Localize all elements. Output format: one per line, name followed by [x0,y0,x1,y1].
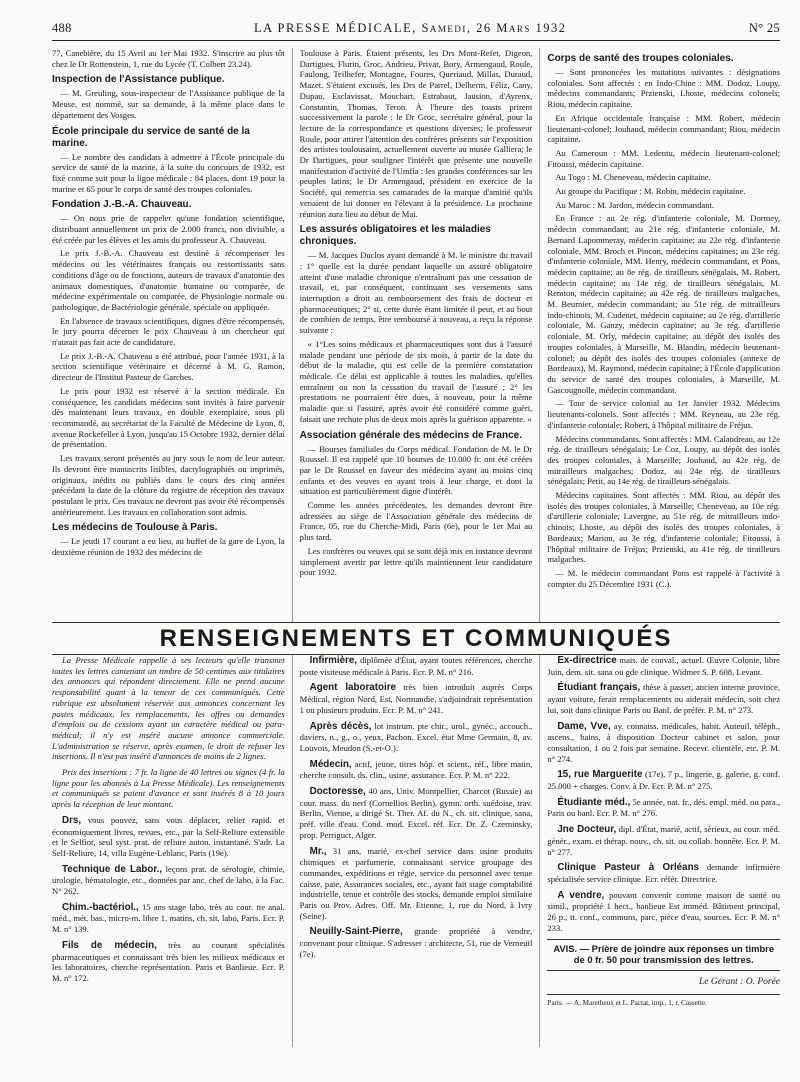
classified-ad [547,655,780,677]
article-paragraph: — M. Greuling, sous-inspecteur de l'Assistance publique de la Meuse, est nommé, sur sa demande, à la même place dans le département des Vosges. [52,88,285,120]
ad-text: lot instrum. pte chir., urol., gynéc., accouch., daviers, n., g., o., yeux, Pachon. Excel. état Mme Germain, 8, av. Louvois, Meudon (S.-et-O.). [299,720,533,753]
column-divider [539,48,540,622]
article-paragraph: Les confrères ou veuves qui se sont déjà mis en instance devront simplement avertir par lettre qu'ils maintiennent leur candidature pour 1932. [299,545,533,578]
ad-keyword: Après décès, [309,720,372,732]
article-paragraph: En Afrique occidentale française : MM. Robert, médecin lieutenant-colonel; Jouhaud, médecin commandant; Riou, médecin capitaine. [547,112,781,145]
classified-ad [300,846,533,922]
avis-notice: AVIS. — Prière de joindre aux réponses un timbre de 0 fr. 50 pour transmission des lettres. [547,939,780,970]
ad-keyword: A vendre, [557,889,605,901]
classified-ad [52,864,285,897]
ad-text: grande propriété à vendre, convenant pour clinique. S'adresser : architecte, 51, rue de Verneuil (7e). [299,926,533,959]
article-paragraph: Comme les années précédentes, les demandes devront être adressées au siège de l'Association générale des médecins de France, 05, rue du Cherche-Midi, Paris (6e), pour le 1er Mai au plus tard. [299,500,533,543]
column-divider [292,48,293,622]
ad-text: 40 ans, Univ. Montpellier, Charcot (Russie) au cour. mass. du nerf (Cornellios Berlin), gymn. orth. suédoise, trav. Berlin, Vienne, a dirigé St. Ther. Af. du N., ch. sit. clinique, sana, préf. ville d'eau. Cond. mod. Excel. réf. Ecr. Dr. Z. Czerninsky, prop. Perriguct, Alger. [299,786,533,840]
classifieds-notice: Prix des insertions : 7 fr. la ligne de 40 lettres ou signes (4 fr. la ligne pour les abonnés à La Presse Médicale). Les renseignements et communiqués se paient d'avance et sont insérés 8 à 10 jours après la réception de leur montant. [52,767,285,810]
classified-ad [547,890,780,934]
ad-text: demande infirmière spécialisée service clinique. Ecr. référ. Directrice. [547,862,781,884]
ad-keyword: Agent laboratoire [309,682,396,694]
classified-ad [300,721,533,754]
classified-ad [300,682,533,715]
news-column-1 [52,48,285,622]
ad-keyword: Jne Docteur, [557,824,617,836]
ad-text: 15 ans stage labo, très au cour. tte anal. méd., mét. bas., micro-m. libre 1. matins, ch. sit. labo, Paris. Ecr. P. M. n° 139. [52,901,285,935]
article-paragraph: Au Cameroun : MM. Ledentu, médecin lieutenant-colonel; Fitoussi, médecin capitaine. [547,147,781,169]
ad-text: très bien introduit auprès Corps Médical, région Nord, Est, Normandie, s'adjoindrait représentation 1 ou plusieurs produits. Ecr. P. M. n° 241. [299,682,533,715]
ad-text: très au courant spécialités pharmaceutiques et connaissant très bien les milieux médicaux et les laboratoires, cherche représentation. Paris et Banlieue. Ecr. P. M. n° 172. [52,939,285,983]
article-paragraph: — Le jeudi 17 courant a eu lieu, au buffet de la gare de Lyon, la deuxième réunion de 1932 des médecins de [52,536,285,558]
classified-ad [547,769,780,791]
column-divider [539,655,540,1047]
classifieds-column-2 [300,655,533,1047]
ad-keyword: Neuilly-Saint-Pierre, [309,926,403,938]
article-heading: Les médecins de Toulouse à Paris. [52,522,218,534]
section-title: RENSEIGNEMENTS ET COMMUNIQUÉS [159,625,673,652]
ad-text: 31 ans, marié, ex-chef service dans usine produits chimiques et parfumerie, connaissant service groupage des commandes, expéditions et régie, service du personnel avec tenue caisse, paie, Assurances sociales, etc., ayant fait stage comptabilité industrielle, tenue et contrôle des stocks, demande emploi similaire Paris ou Prov. Adres. Off. Mr. Etienne, 1, rue du Nord, à Ivry (Seine). [299,845,533,921]
ad-text: leçons prat. de sérologie, chimie, urologie, hématologie, etc., données par anc. chef de labo, à la Fac. N° 262. [52,863,285,897]
ad-text: (17e), 7 p., lingerie, g. galerie, g. conf. 25.000 + charges. Conv. à Dr. Ecr. P. M. n° 275. [547,769,780,792]
article-paragraph: « 1°Les soins médicaux et pharmaceutiques sont dus à l'assuré malade pendant une période de six mois, à partir de la date du début de la maladie, qui est celle de la première constatation médicale. Ce délai est applicable à toutes les maladies, qu'elles entraînent ou non la cessation du travail de l'assuré ; 2° les prestations ne pourraient être dues, à nouveau, pour la même maladie que si l'assuré, après avoir été considéré comme guéri, faisait une rechute plus de deux mois après la guérison apparente. » [299,338,533,424]
ad-text: vous pouvez, sans vous déplacer, relier rapid. et économiquement livres, revues, etc., par la Self-Reliure extensible et le Selfior, seul syst. prat. de reliure auton. instantané. S'adr. La Self-Reliure, 14, villa Eugène-Leblanc, Paris (19e). [52,814,285,858]
section-rule [52,622,780,623]
gerant-signature: Le Gérant : O. Porée [699,976,781,987]
ad-text: thèse à passer, ancien interne province, ayant voiture, ferait remplacements ou aiderait médecin, soit chez lui, soit dans clinique Paris ou Banl. de préfér. P. M. n° 273. [547,682,781,715]
article-paragraph: — Le nombre des candidats à admettre à l'École principale du service de santé de la marine, à la suite du concours de 1932, est fixé comme suit pour la ligne médicale : 84 places, dont 19 pour la marine et 65 pour le corps de santé des troupes coloniales. [52,151,285,194]
article-paragraph: — M. le médecin commandant Pons est rappelé à l'activité à compter du 25 Décembre 1931 (C.). [547,567,781,589]
ad-keyword: Étudiant français, [557,682,641,694]
article-paragraph: Le prix pour 1932 est réservé à la section médicale. En conséquence, les candidats médecins sont invités à faire parvenir dès maintenant leurs travaux, en double exemplaire, sous pli recommandé, au secrétariat de la Faculté de Médecine de Lyon, 8, avenue Rockefeller à Lyon, jusqu'au 15 Octobre 1932, dernier délai de présentation. [52,385,285,450]
ad-text: dipl. d'État, marié, actif, sérieux, au cour. méd. génér., exam. et thérap. nouv., ch. sit. ou collab. honnête. Ecr. P. M. n° 277. [547,824,781,857]
classifieds-columns [52,655,780,1047]
ad-text: actif, jeune, titres hôp. et scient., réf., libre matin, cherche consult. ds. clin., usine, assurance. Ecr. P. M. n° 222. [299,758,533,781]
ad-keyword: Technique de Labor., [62,863,163,875]
article-heading: Corps de santé des troupes coloniales. [547,53,734,64]
article-paragraph: — Sont prononcées les mutations suivantes : désignations coloniales. Sont affectés : en Indo-Chine : MM. Dodoz, Loupy, médecins commandants; Przienski, Lhoste, médecins colonels; Riou, médecin capitaine. [547,67,781,110]
ad-text: mais. de conval., actuel. Œuvre Colonie, libre Juin, dem. sit. sana ou gde clinique. Widmer S. P. 608, Levant. [547,655,780,677]
article-paragraph: Au Maroc : M. Jardon, médecin commandant. [555,199,715,210]
printer-imprint: Paris. — A. Maretheux et L. Pactat, imp., 1, r. Cassette. [547,994,780,1009]
ad-keyword: Chim.-bactériol., [62,901,139,913]
classifieds-notice: La Presse Médicale rappelle à ses lecteurs qu'elle transmet toutes les lettres contenant un timbre de 50 centimes aux titulaires des annonces qui répondent directement. Elle ne prend aucune responsabilité quant à la teneur de ces communiqués. Cette rubrique est absolument réservée aux annonces concernant les postes médicaux, les remplacements, les offres ou demandes d'emplois ou de cessions ayant un caractère médical ou para-médical; il n'y est inséré aucune annonce commerciale. L'administration se réserve, après examen, le droit de refuser les insertions. Il n'est pas inséré d'annonces de moins de 2 lignes. [52,655,285,762]
article-paragraph: — On nous prie de rappeler qu'une fondation scientifique, distribuant annuellement un prix de 2.000 francs, non divisible, a été créée par les élèves et les amis du professeur A. Chauveau. [52,213,285,245]
article-paragraph: En l'absence de travaux scientifiques, dignes d'être récompensés, le jury pourra décerner le prix Chauveau à un chercheur qui n'aurait pas fait acte de candidature. [52,315,285,348]
page-header [52,20,780,36]
article-paragraph: — Bourses familiales du Corps médical. Fondation de M. le Dr Roussel. Il est rappelé que 10 bourses de 10.000 fr. ont été créées par le Dr Roussel en faveur des médecins ayant au moins cinq enfants et des veuves en ayant trois à leur charge, et dont la situation est particulièrement digne d'intérêt. [299,443,533,497]
classified-ad [547,682,780,715]
ad-text: pouvant convenir comme maison de santé ou simil., propriété 1 hect., banlieue Est imméd. Bâtiment principal, 26 p., tt. conf., communs, parc, pièce d'eau, sources. Ecr. P. M. n° 233. [547,889,781,933]
classified-ad [52,902,285,935]
ad-keyword: Ex-directrice [557,655,617,666]
classified-ad [300,655,533,677]
article-heading: École principale du service de santé de la marine. [52,125,250,149]
classified-ad [547,797,780,819]
article-paragraph: Toulouse à Paris. Étaient présents, les Drs Mont-Refet, Digeon, Dartigues, Flurin, Groc, Andrieu, Privat, Bory, Armengaud, Roule, Faulong, Teilhefer, Montagne, Foures, Queriaud, Millas, Duraud, Mazet. S'étaient excusés, les Drs de Parrel, Delherm, Féliz, Cany, Dupau, Esclavissat, Mouchart, Estrabaut, Jausion, d'Ayrenx, Constantin, Thomas, Teron. À l'heure des toasts prirent successivement la parole : le Dr Groc, secrétaire général, pour la lecture de la correspondance et questions diverses; le professeur Roule, pour attirer l'attention des confrères présents sur l'exposition des artistes toulousains, actuellement ouverte au musée Galliera; le Dr Dartigues, pour souligner l'intérêt que présente une nouvelle manifestation d'activité de l'Umfia : les grandes conférences sur les peuples latins; le Dr Armengaud, président en exercice de la Société, qui remercia ses camarades de la marque d'amitié qu'ils venaient de lui donner en l'élevant à la présidence. La prochaine réunion aura lieu au début de Mai. [299,48,533,219]
ad-keyword: Dame, Vve, [557,720,611,732]
ad-text: diplômée d'État, ayant toutes références, cherche poste visiteuse médicale à Paris. Ecr. P. M. n° 216. [299,655,533,677]
article-heading: Les assurés obligatoires et les maladies chroniques. [299,224,491,248]
classifieds-column-1 [52,655,285,1047]
article-heading: Inspection de l'Assistance publique. [52,74,225,86]
article-paragraph: Au groupe du Pacifique : M. Robin, médecin capitaine. [555,186,746,197]
classified-ad [547,862,780,884]
publication-title: LA PRESSE MÉDICALE, Samedi, 26 Mars 1932 [253,20,567,35]
article-paragraph: Médecins capitaines. Sont affectés : MM. Riou, au dépôt des isolés des troupes coloniales, à Marseille; Cheneveau, au 10e rég. d'artillerie coloniale; Lavergne, au 51e rég. de mitrailleurs indo-chinois; Lhoste, au dépôt des isolés des troupes coloniales, à Bordeaux; Marion, au 3e rég. d'infanterie coloniale; Fitoussi, à l'hôpital militaire de Fréjus; Przienski, au 41e rég. de tirailleurs malgaches. [547,490,781,565]
article-heading: Association générale des médecins de France. [299,429,522,441]
ad-text: 5e année, nat. fr., dés. empl. méd. ou para., Paris ou banl. Ecr. P. M. n° 276. [547,796,781,819]
header-rule [52,40,780,41]
ad-keyword: Médecin, [309,758,352,770]
ad-keyword: Doctoresse, [309,786,366,798]
column-divider [292,655,293,1047]
article-heading: Fondation J.-B.-A. Chauveau. [52,199,192,211]
article-paragraph: 77, Canebière, du 15 Avril au 1er Mai 1932. S'inscrire au plus tôt chez le Dr Rottenstein, 1, rue du Lycée (T. Colbert 23.24). [52,48,285,69]
ad-keyword: Drs, [62,814,82,826]
article-paragraph: Le prix J.-B.-A. Chauveau est destiné à récompenser les médecins ou les vétérinaires français ou ressortissants sans conditions d'âge ou de fonctions, auteurs de travaux d'anatomie des animaux domestiques, d'anatomie humaine ou comparée, de médecine expérimentale ou comparée, de Physiologie normale ou pathologique, de Bactériologie générale, spéciale ou appliquée. [52,248,285,312]
issue-number: N° 25 [748,20,780,35]
classified-ad [52,940,285,984]
article-paragraph: — Tour de service colonial au 1er Janvier 1932. Médecins lieutenants-colonels. Sont affectés : MM. Reyneau, au 23e rég. d'infanterie coloniale; Robert, à l'hôpital militaire de Fréjus. [547,398,781,430]
ad-keyword: Infirmière, [309,655,358,666]
ad-keyword: Étudiante méd., [557,796,631,808]
ad-text: ay. connaiss. médicales, habit. Auteuil, téléph., ascens., bains, à disposition Docteur cabinet et salon, pour consultation, 1 ou 2 fois par semaine. Recevr. clientèle, etc. P. M. n° 274. [547,720,781,764]
classified-ad [300,926,533,959]
article-paragraph: — M. Jacques Duclos ayant demandé à M. le ministre du travail : 1° quelle est la durée pendant laquelle un assuré obligatoire atteint d'une maladie chronique n'entraînant pas une cessation de travail, et, par conséquent, continuant ses versements sans interruption a droit au remboursement des frais de docteur et pharmaceutiques; 2° si, cette durée étant limitée il peut, et au bout de combien de temps, être remboursé à nouveau, a reçu la réponse suivante : [299,250,533,336]
classified-ad [547,721,780,765]
classified-ad [300,759,533,781]
news-column-2 [300,48,533,622]
article-paragraph: En France : au 2e rég. d'infanterie coloniale, M. Dormey, médecin commandant; au 21e rég. d'infanterie coloniale, M. Bernard Lapommeray, médecin capitaine; au 22e rég. d'infanterie coloniale, MM. Broch et Pincon, médecins capitaines; au 23e rég. d'infanterie coloniale, MM. Henry, médecin commandant, et Pons, médecin capitaine; au 8e rég. de tirailleurs sénégalais, M. Robert, médecin capitaine; au 14e rég. de tirailleurs sénégalais, M. Remion, médecin capitaine; au 42e rég. de tirailleurs malgaches, M. Beurnier, médecin commandant; au 51e rég. de mitrailleurs indo-chinois, M. Cudenet, médecin capitaine; au 2e rég. d'artillerie coloniale, M. Ganzy, médecin capitaine; au 3e rég. d'artillerie coloniale, M. Orly, médecin capitaine; au dépôt des isolés des troupes coloniales, à Marseille, M. Blandin, médecin lieutenant-colonel; au dépôt des isolés des troupes coloniales (annexe de Bordeaux), M. Raymond, médecin capitaine; à l'École d'application du service de santé des troupes coloniales, à Marseille, M. Gascougnolle, médecin commandant. [547,213,781,395]
news-column-3 [547,48,780,622]
classified-ad [547,824,780,857]
article-paragraph: Les travaux seront présentés au jury sous le nom de leur auteur. Ils devront être manuscrits lisibles, dactylographiés ou imprimés, originaux, inédits ou publiés dans le cours des cinq années précédant la date de la clôture du registre de réception des travaux postulant le prix. Ces travaux ne devront pas avoir été récompensés antérieurement. Les travaux en collaboration sont admis. [52,453,285,517]
ad-keyword: 15, rue Marguerite [557,769,643,781]
news-columns [52,48,780,622]
classifieds-column-3 [547,655,780,1047]
ad-keyword: Fils de médecin, [62,939,157,951]
classified-ad [52,815,285,859]
article-paragraph: Le prix J.-B.-A. Chauveau a été attribué, pour l'année 1931, à la section scientifique vétérinaire et décerné à M. G. Ramon, directeur de l'Institut Pasteur de Garches. [52,350,285,383]
ad-keyword: Clinique Pasteur à Orléans [557,862,700,874]
ad-keyword: Mr., [309,845,327,857]
article-paragraph: Au Togo : M. Cheneveau, médecin capitaine. [555,172,711,183]
article-paragraph: Médecins commandants. Sont affectés : MM. Calandreau, au 12e rég. de tirailleurs sénégalais; Le Coz, Loupy, au dépôt des isolés des troupes coloniales, à Marseille; Jouhaud, au 42e rég. de mitrailleurs malgaches; Dodoz, au 24e rég. de tirailleurs sénégalais; Petit, au 14e rég. de tirailleurs sénégalais. [547,433,781,487]
page-number: 488 [52,20,72,35]
classified-ad [300,786,533,841]
